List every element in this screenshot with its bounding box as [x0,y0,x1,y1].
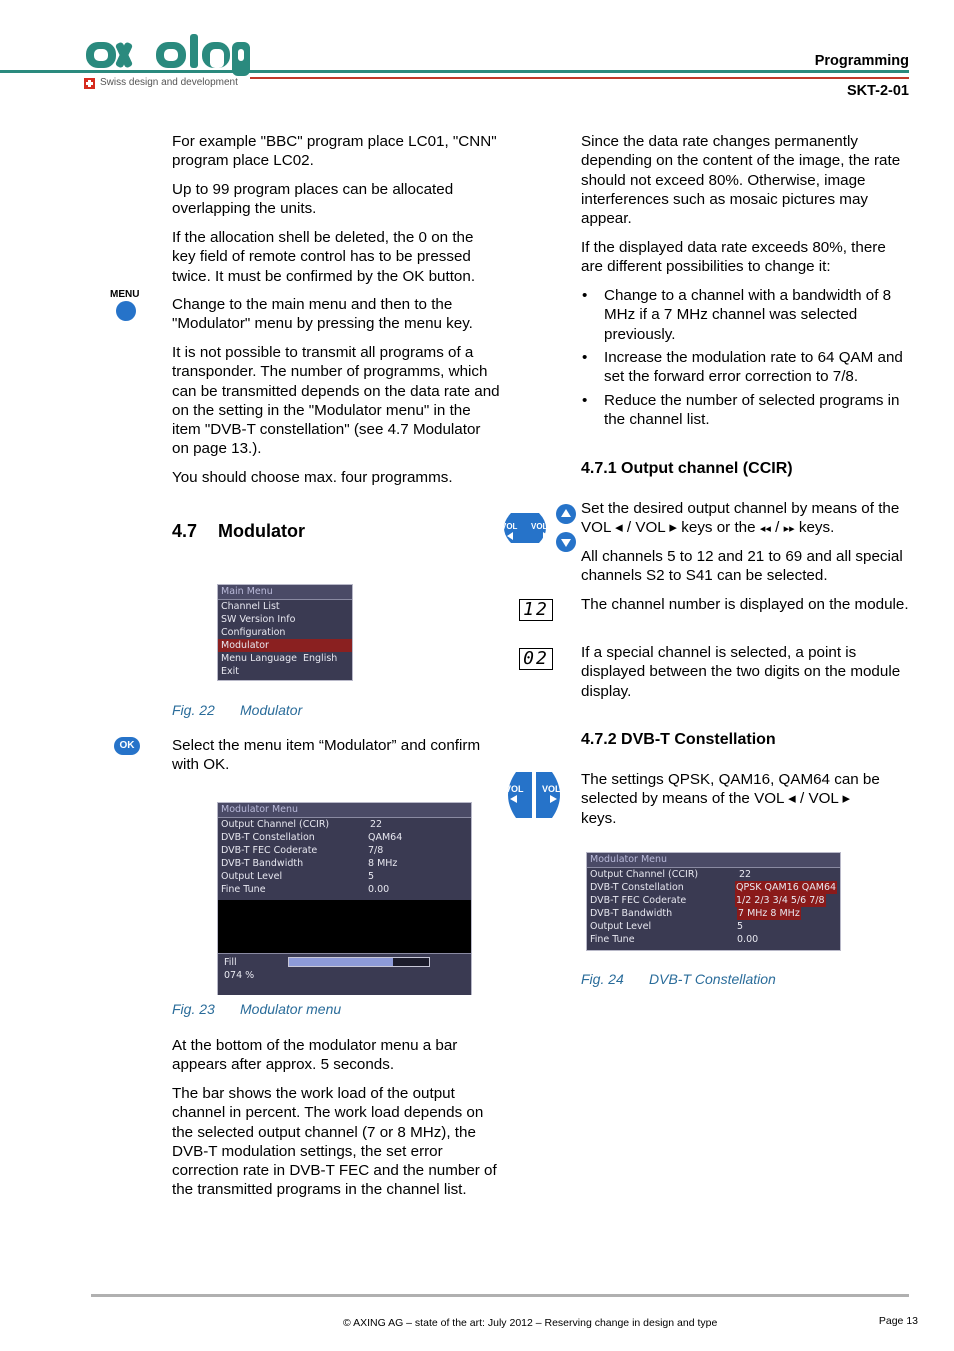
vol-right-label: VOL [542,784,561,794]
fill-bar [288,957,430,967]
main-menu-item: Configuration [221,627,286,638]
fill-label: Fill [224,957,237,968]
section-number: 4.7 [172,521,198,541]
header-rule-red [250,77,909,79]
display-02-icon: 02 [519,648,553,670]
bullet-item-1: • Change to a channel with a bandwidth of 8 MHz if a 7 MHz channel was selected previously. [582,286,908,344]
fill-value: 074 % [224,970,255,981]
bullet-item-3: • Reduce the number of selected programs in the channel list. [582,391,908,430]
modulator-row: Output Channel (CCIR) 22 [221,819,383,830]
constellation-row: DVB-T Bandwidth 7 MHz 8 MHz [590,908,800,919]
right-paragraph-2: If the displayed data rate exceeds 80%, there are different possibilities to change it: [581,239,886,276]
main-menu-item-language: Menu Language English [221,653,338,664]
constellation-row: Fine Tune 0.00 [590,934,759,945]
constellation-menu-screenshot [586,852,841,951]
header-model: SKT-2-01 [846,83,909,99]
ok-key-icon: OK [114,737,140,755]
right-triangle-icon: ▸ [842,790,851,808]
vol-left-label: VOL [505,784,524,794]
figure-caption-24: Fig. 24 DVB-T Constellation [581,971,776,987]
constellation-row: DVB-T FEC Coderate 1/2 2/3 3/4 5/6 7/8 [590,895,825,906]
right-paragraph-5: The channel number is displayed on the module. [581,596,909,613]
main-menu-title: Main Menu [218,585,352,600]
right-paragraph-1: Since the data rate changes permanently depending on the content of the image, the rate should not exceed 80%. Otherwise, image interferences such as mosaic pictures may appear. [581,133,901,228]
left-triangle-icon: ◂ [788,790,796,808]
footer-copyright: © AXING AG – state of the art: July 2012 – Reserving change in design and type [343,1317,718,1329]
right-paragraph-4: All channels 5 to 12 and 21 to 69 and all special channels S2 to S41 can be selected. [581,548,903,585]
constellation-row: DVB-T Constellation QPSK QAM16 QAM64 [590,882,837,893]
subsection-title-1: 4.7.1 Output channel (CCIR) [581,460,793,477]
display-12-icon: 12 [519,599,553,621]
modulator-menu-title: Modulator Menu [218,803,471,818]
modulator-menu-screenshot [217,802,472,995]
left-paragraph-2: Up to 99 program places can be allocated overlapping the units. [172,181,454,218]
vol-keys-large-icon [500,770,568,820]
constellation-row: Output Channel (CCIR) 22 [590,869,752,880]
fill-bar-level [289,958,393,966]
left-paragraph-5: It is not possible to transmit all programs of a transponder. The number of programms, which can be transmitted depends on the data rate and on the setting in the "Modulator menu" in the item "DVB-T constellation" (see 4.7 Modulator on page 13.). [172,344,500,458]
vol-keys-icon [497,503,579,553]
left-paragraph-6: You should choose max. four programms. [172,469,453,486]
bullet-item-2: • Increase the modulation rate to 64 QAM and set the forward error correction to 7/8. [582,348,908,387]
modulator-row: Output Level 5 [221,871,375,882]
vol-right-label: VOL [531,522,548,531]
fast-forward-icon: ▸▸ [783,523,795,536]
right-paragraph-7: The settings QPSK, QAM16, QAM64 can be selected by means of the VOL ◂ / VOL ▸ keys. [581,771,880,827]
right-paragraph-6: If a special channel is selected, a point is displayed between the two digits on the module display. [581,644,901,700]
main-menu-item: Exit [221,666,239,677]
left-paragraph-4: Change to the main menu and then to the "Modulator" menu by pressing the menu key. [172,296,473,333]
modulator-row: Fine Tune 0.00 [221,884,390,895]
header-section: Programming [814,53,909,69]
modulator-row: DVB-T FEC Coderate 7/8 [221,845,384,856]
figure-caption-22: Fig. 22 Modulator [172,702,303,718]
constellation-menu-title: Modulator Menu [587,853,840,868]
modulator-row: DVB-T Bandwidth 8 MHz [221,858,398,869]
menu-key-icon [116,301,136,321]
main-menu-item-selected: Modulator [218,639,352,652]
header-rule-teal [0,70,909,73]
constellation-row: Output Level 5 [590,921,744,932]
left-triangle-icon: ◂ [615,519,623,537]
swiss-flag-icon [84,78,95,89]
page-number: Page 13 [878,1315,918,1327]
vol-left-label: VOL [501,522,518,531]
language-value: English [303,653,338,664]
left-paragraph-9: The bar shows the work load of the output channel in percent. The work load depends on the selected output channel (7 or 8 MHz), the DVB-T modulation settings, the set error correction rate in DVB-T FEC and the number of the transmitted programs in the channel list. [172,1085,497,1199]
right-paragraph-3: Set the desired output channel by means of the VOL ◂ / VOL ▸ keys or the ◂◂ / ▸▸ keys. [581,500,900,537]
brand-tagline: Swiss design and development [100,77,238,88]
subsection-title-2: 4.7.2 DVB-T Constellation [581,731,776,748]
modulator-row: DVB-T Constellation QAM64 [221,832,403,843]
figure-caption-23: Fig. 23 Modulator menu [172,1001,342,1017]
main-menu-screenshot [217,584,353,681]
right-triangle-icon: ▸ [669,519,678,537]
left-paragraph-1: For example "BBC" program place LC01, "CNN" program place LC02. [172,133,497,170]
rewind-icon: ◂◂ [759,523,771,536]
section-title: Modulator [218,521,305,541]
left-paragraph-3: If the allocation shell be deleted, the 0 on the key field of remote control has to be pressed twice. It must be confirmed by the OK button. [172,229,476,285]
footer-rule [91,1294,909,1297]
main-menu-item: Channel List [221,601,280,612]
main-menu-item: SW Version Info [221,614,296,625]
left-paragraph-8: At the bottom of the modulator menu a bar appears after approx. 5 seconds. [172,1037,458,1074]
left-paragraph-7: Select the menu item “Modulator” and confirm with OK. [172,737,481,774]
menu-key-label: MENU [110,289,140,300]
